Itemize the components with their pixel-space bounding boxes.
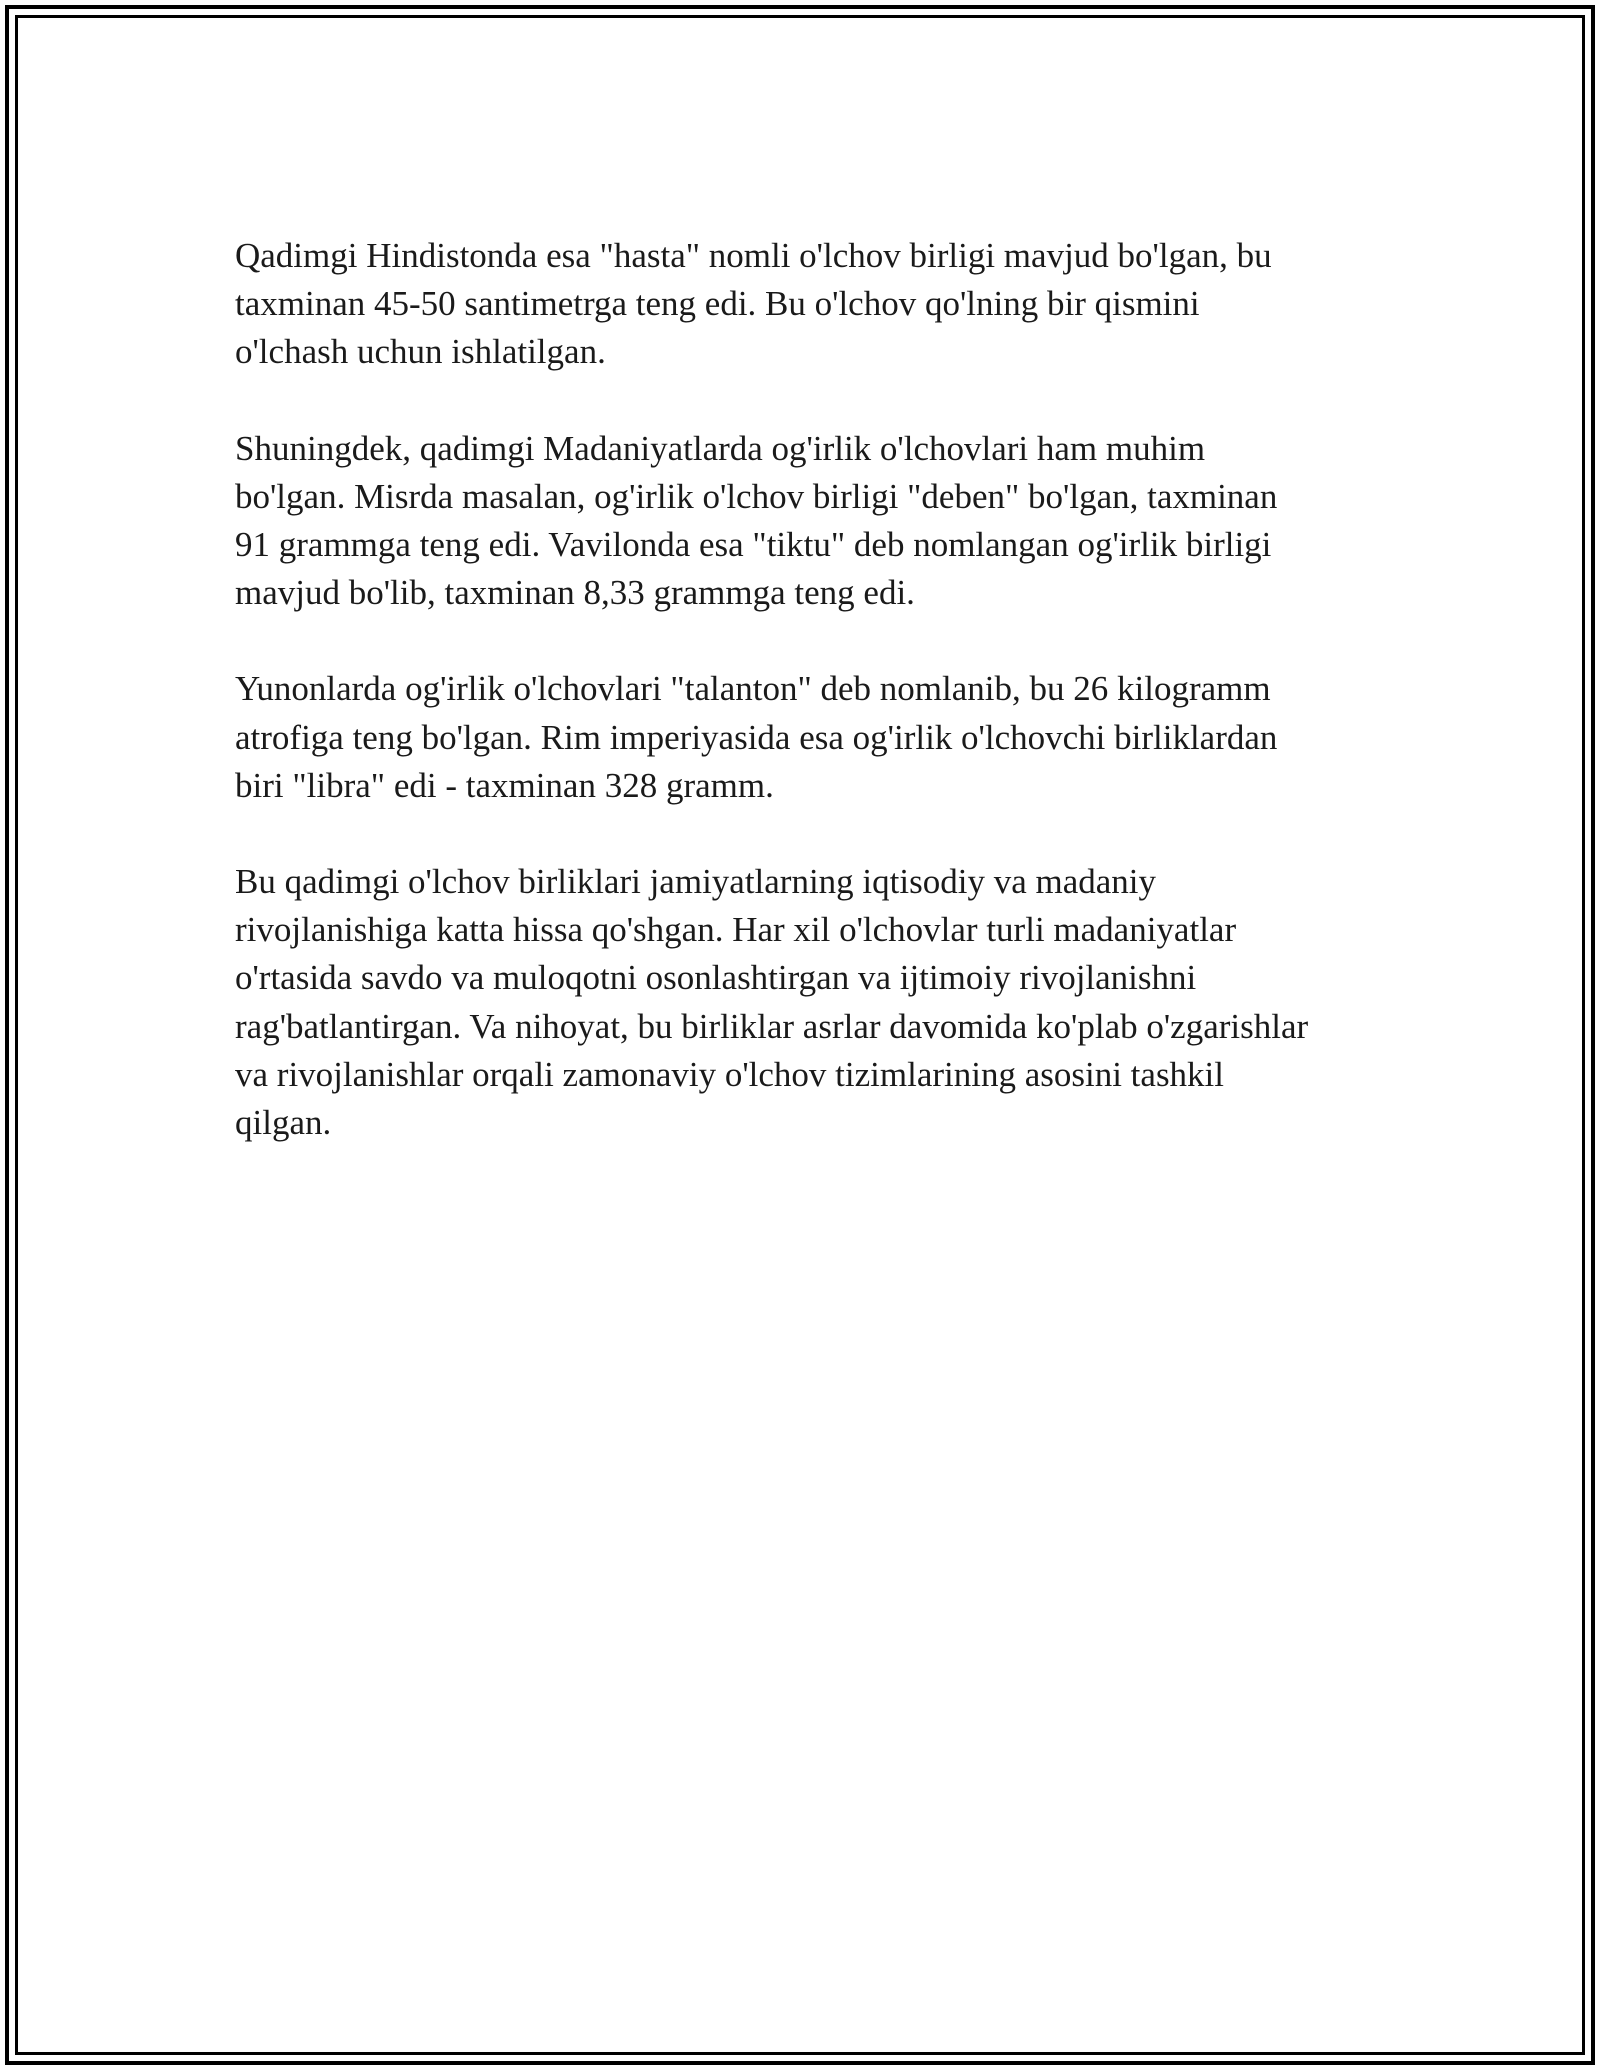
paragraph-line: o'rtasida savdo va muloqotni osonlashtirgan va ijtimoiy rivojlanishni: [235, 958, 1197, 998]
paragraph-line: Shuningdek, qadimgi Madaniyatlarda og'irlik o'lchovlari ham muhim: [235, 428, 1206, 468]
paragraph-line: va rivojlanishlar orqali zamonaviy o'lchov tizimlarining asosini tashkil: [235, 1054, 1225, 1094]
paragraph-line: Bu qadimgi o'lchov birliklari jamiyatlarning iqtisodiy va madaniy: [235, 862, 1157, 902]
paragraph-line: rag'batlantirgan. Va nihoyat, bu birliklar asrlar davomida ko'plab o'zgarishlar: [235, 1006, 1309, 1046]
paragraph-4: [235, 858, 1375, 1147]
paragraph-line: biri "libra" edi - taxminan 328 gramm.: [235, 765, 774, 805]
paragraph-line: qilgan.: [235, 1103, 332, 1143]
paragraph-line: taxminan 45-50 santimetrga teng edi. Bu o'lchov qo'lning bir qismini: [235, 284, 1200, 324]
paragraph-3: [235, 665, 1375, 810]
paragraph-line: 91 grammga teng edi. Vavilonda esa "tiktu" deb nomlangan og'irlik birligi: [235, 525, 1272, 565]
paragraph-2: [235, 425, 1375, 618]
paragraph-line: Yunonlarda og'irlik o'lchovlari "talanton" deb nomlanib, bu 26 kilogramm: [235, 669, 1271, 709]
document-body: [235, 232, 1375, 1195]
paragraph-line: rivojlanishiga katta hissa qo'shgan. Har xil o'lchovlar turli madaniyatlar: [235, 910, 1237, 950]
paragraph-line: Qadimgi Hindistonda esa "hasta" nomli o'lchov birligi mavjud bo'lgan, bu: [235, 236, 1272, 275]
paragraph-line: o'lchash uchun ishlatilgan.: [235, 332, 606, 372]
paragraph-1: [235, 232, 1375, 377]
paragraph-line: atrofiga teng bo'lgan. Rim imperiyasida esa og'irlik o'lchovchi birliklardan: [235, 717, 1278, 757]
paragraph-line: bo'lgan. Misrda masalan, og'irlik o'lchov birligi "deben" bo'lgan, taxminan: [235, 476, 1278, 516]
paragraph-line: mavjud bo'lib, taxminan 8,33 grammga teng edi.: [235, 573, 915, 613]
